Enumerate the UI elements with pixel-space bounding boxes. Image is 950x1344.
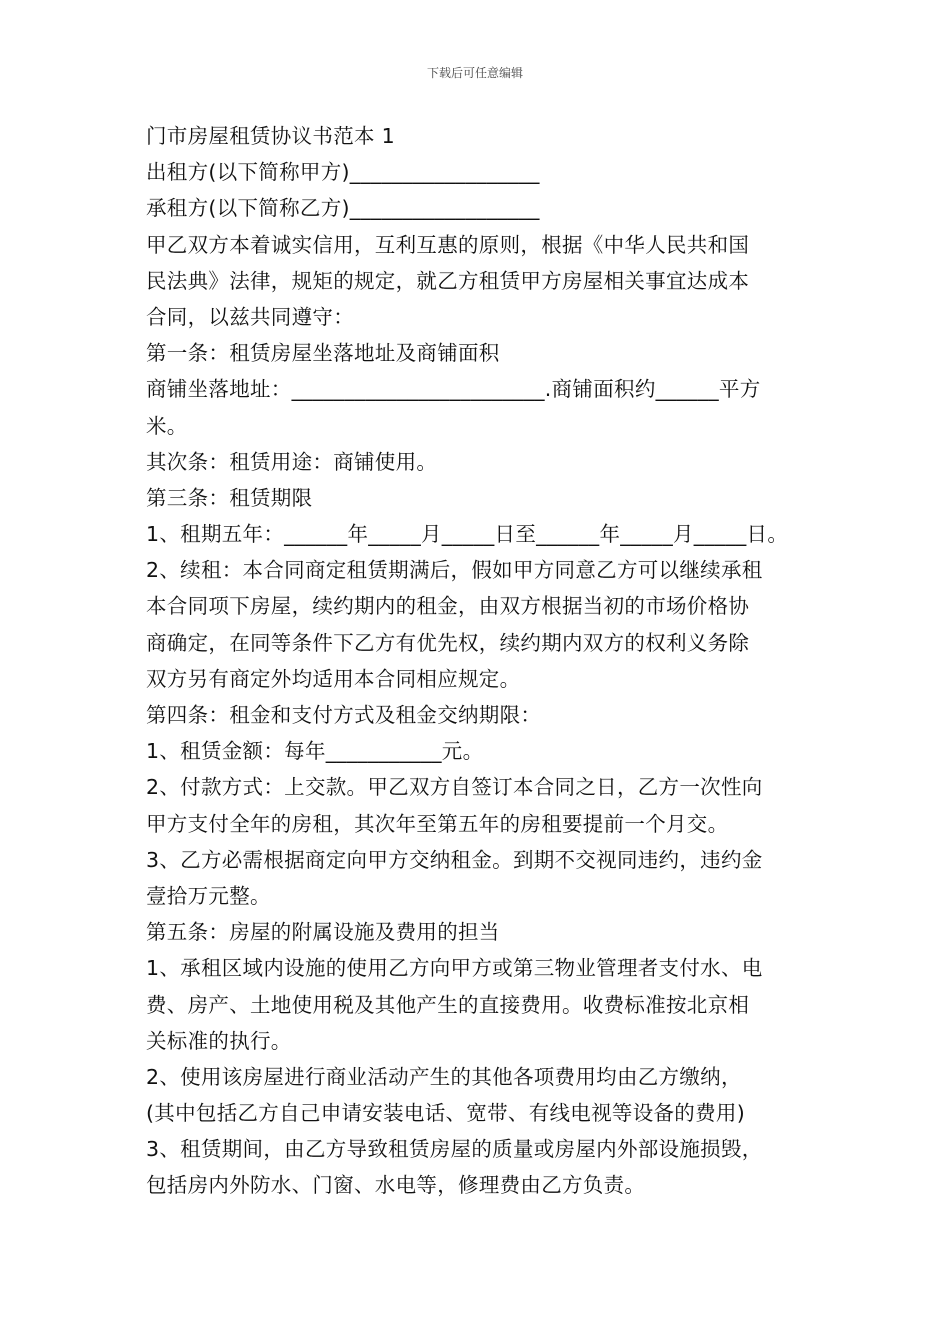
paragraph-line: 2、付款方式：上交款。甲乙双方自签订本合同之日，乙方一次性向 [146,775,763,800]
preamble-line: 合同，以兹共同遵守： [146,304,354,329]
paragraph-line: 1、租赁金额：每年___________元。 [146,739,484,764]
paragraph-line: 2、使用该房屋进行商业活动产生的其他各项费用均由乙方缴纳， [146,1064,742,1089]
paragraph-line: 商铺坐落地址：________________________.商铺面积约______平方 [146,377,761,402]
article-heading: 第一条：租赁房屋坐落地址及商铺面积 [146,341,500,366]
article-heading: 第三条：租赁期限 [146,485,313,510]
article-heading: 第五条：房屋的附属设施及费用的担当 [146,920,500,945]
paragraph-line: 关标准的执行。 [146,1028,292,1053]
paragraph-line: 本合同项下房屋，续约期内的租金，由双方根据当初的市场价格协 [146,594,750,619]
document-body [146,118,816,1204]
lessor-line: 出租方(以下简称甲方)__________________ [146,160,540,185]
paragraph-line: 双方另有商定外均适用本合同相应规定。 [146,666,521,691]
lessee-line: 承租方(以下简称乙方)__________________ [146,196,540,221]
paragraph-line: 1、承租区域内设施的使用乙方向甲方或第三物业管理者支付水、电 [146,956,763,981]
paragraph-line: 甲方支付全年的房租，其次年至第五年的房租要提前一个月交。 [146,811,729,836]
paragraph-line: 费、房产、土地使用税及其他产生的直接费用。收费标准按北京相 [146,992,750,1017]
paragraph-line: 商确定，在同等条件下乙方有优先权，续约期内双方的权利义务除 [146,630,750,655]
article-heading: 其次条：租赁用途：商铺使用。 [146,449,438,474]
page-header-note: 下载后可任意编辑 [426,66,523,80]
paragraph-line: 1、租期五年：______年_____月_____日至______年_____月_____日。 [146,522,789,547]
preamble-line: 民法典》法律，规矩的规定，就乙方租赁甲方房屋相关事宜达成本 [146,268,750,293]
preamble-line: 甲乙双方本着诚实信用，互利互惠的原则，根据《中华人民共和国 [146,232,750,257]
paragraph-line: 米。 [146,413,188,438]
paragraph-line: 3、租赁期间，由乙方导致租赁房屋的质量或房屋内外部设施损毁， [146,1137,763,1162]
paragraph-line: 2、续租：本合同商定租赁期满后，假如甲方同意乙方可以继续承租 [146,558,763,583]
article-heading: 第四条：租金和支付方式及租金交纳期限： [146,703,542,727]
paragraph-line: 壹拾万元整。 [146,883,271,908]
document-title: 门市房屋租赁协议书范本 1 [146,124,395,148]
paragraph-line: 3、乙方必需根据商定向甲方交纳租金。到期不交视同违约，违约金 [146,847,763,872]
paragraph-line: (其中包括乙方自己申请安装电话、宽带、有线电视等设备的费用) [146,1101,745,1126]
paragraph-line: 包括房内外防水、门窗、水电等，修理费由乙方负责。 [146,1173,646,1198]
